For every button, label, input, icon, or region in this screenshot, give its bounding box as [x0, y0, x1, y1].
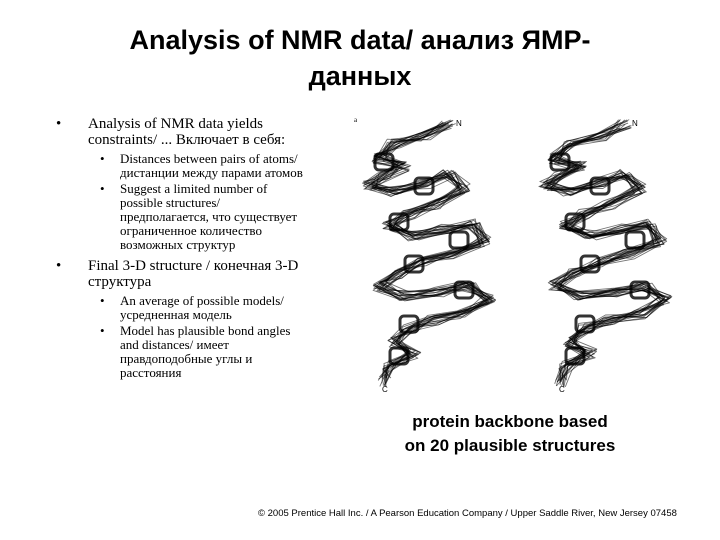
figure-caption: [370, 410, 650, 458]
caption-line1: protein backbone based: [412, 412, 608, 431]
protein-backbone-figure: [352, 114, 710, 404]
n-terminus-label-left: N: [456, 119, 462, 128]
sub-bullet-text: Model has plausible bond angles and distances/ имеет правдоподобные углы и расстояния: [120, 323, 291, 380]
c-terminus-label-left: C: [382, 385, 388, 394]
bullet-dot-icon: •: [100, 151, 105, 166]
backbone-trace: [368, 124, 490, 386]
slide-title-line1: Analysis of NMR data/ анализ ЯМР-: [129, 25, 591, 55]
slide-title: [40, 22, 680, 94]
sub-bullet-item: [56, 294, 356, 322]
bullet-dot-icon: •: [100, 323, 105, 338]
bullet-text: Final 3-D structure / конечная 3-D структура: [88, 258, 299, 290]
caption-line2: on 20 plausible structures: [404, 436, 616, 455]
right-structure-ensemble: [539, 119, 672, 387]
sub-bullet-item: [56, 152, 356, 180]
figure-corner-label: a: [354, 116, 358, 124]
backbone-trace: [545, 128, 665, 380]
bullet-dot-icon: •: [56, 258, 62, 274]
bullet-text: Analysis of NMR data yields constraints/ ... Включает в себя:: [88, 116, 286, 148]
n-terminus-label-right: N: [632, 119, 638, 128]
sub-bullet-text: An average of possible models/ усредненная модель: [120, 293, 284, 322]
sub-bullet-text: Suggest a limited number of possible structures/ предполагается, что существует ограниченное количество возможных структур: [120, 181, 298, 252]
bullet-dot-icon: •: [56, 116, 62, 132]
c-terminus-label-right: C: [559, 385, 565, 394]
bullet-list: [56, 116, 356, 386]
copyright-footer: © 2005 Prentice Hall Inc. / A Pearson Education Company / Upper Saddle River, New Jersey 07458: [258, 508, 677, 519]
sub-bullet-list: [56, 152, 356, 252]
sub-bullet-item: [56, 324, 356, 380]
bullet-item: [56, 258, 356, 290]
sub-bullet-text: Distances between pairs of atoms/ дистанции между парами атомов: [120, 151, 303, 180]
bullet-dot-icon: •: [100, 181, 105, 196]
backbone-trace: [362, 124, 488, 378]
bullet-dot-icon: •: [100, 293, 105, 308]
backbone-trace: [545, 128, 663, 382]
bullet-item: [56, 116, 356, 148]
sub-bullet-item: [56, 182, 356, 252]
left-structure-ensemble: [362, 120, 495, 387]
slide-title-line2: данных: [308, 61, 412, 91]
sub-bullet-list: [56, 294, 356, 380]
backbone-trace: [364, 128, 489, 377]
